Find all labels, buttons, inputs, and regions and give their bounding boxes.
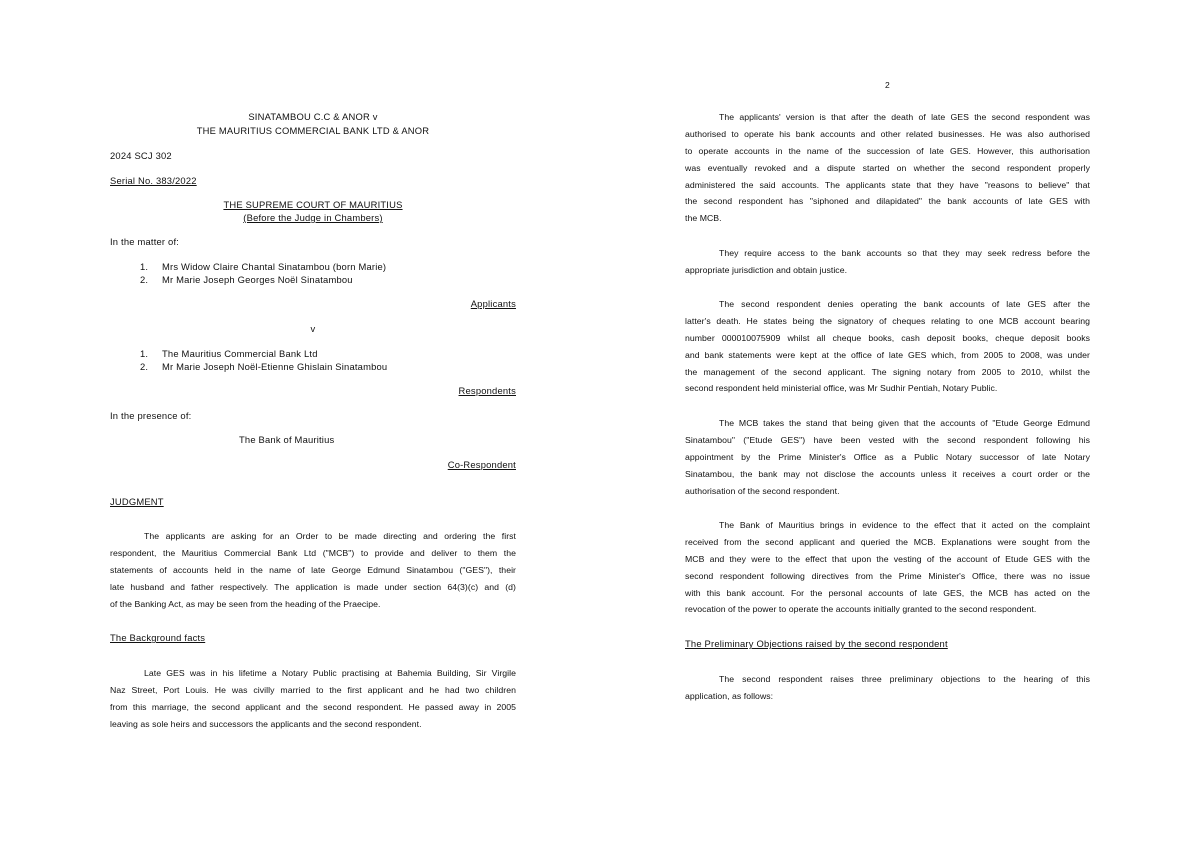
co-respondent-name: The Bank of Mauritius [239, 434, 335, 445]
background-paragraph: Late GES was in his lifetime a Notary Public practising at Bahemia Building, Sir Virgile Naz Street, Port Louis. He was civilly married to the first applicant and he had two children from this marriage, the second applicant and the second respondent. He passed away in 2005 leaving as sole heirs and successors the applicants and the second respondent. [110, 668, 516, 729]
co-respondent-label: Co-Respondent [447, 459, 516, 470]
paragraph-applicants-version: The applicants' version is that after the death of late GES the second respondent was authorised to operate his bank accounts and other related businesses. He was also authorised to operate accounts in the name of the succession of late GES. However, this authorisation was eventually revoked and a dispute started on whether the second respondent properly administered the said accounts. The applicants state that they have "reasons to believe" that the second respondent has "siphoned and dilapidated" the bank accounts of late GES with the MCB. [685, 112, 1090, 224]
case-title-line1: SINATAMBOU C.C & ANOR v [248, 111, 378, 122]
judgment-paragraph-1: The applicants are asking for an Order to be made directing and ordering the first respondent, the Mauritius Commercial Bank Ltd ("MCB") to provide and deliver to them the statements of accounts held in the name of late George Edmund Sinatambou ("GES"), their late husband and father respectively. The application is made under section 64(3)(c) and (d) of the Banking Act, as may be seen from the heading of the Praecipe. [110, 531, 516, 609]
applicants-list [140, 261, 386, 286]
case-title-line2: THE MAURITIUS COMMERCIAL BANK LTD & ANOR [196, 125, 430, 136]
applicants-label: Applicants [470, 298, 516, 309]
list-item: 1. Mrs Widow Claire Chantal Sinatambou (born Marie) [140, 261, 387, 272]
respondents-label: Respondents [458, 385, 516, 396]
citation: 2024 SCJ 302 [110, 150, 172, 161]
left-page [110, 0, 516, 849]
background-heading: The Background facts [110, 632, 206, 643]
list-item: 2. Mr Marie Joseph Noël-Etienne Ghislain Sinatambou [140, 360, 388, 372]
paragraph-respondent-denial: The second respondent denies operating the bank accounts of late GES after the latter's death. He states being the signatory of cheques relating to one MCB account bearing number 000010075909 whilst all cheque books, cash deposit books, cheque deposit books and bank statements were kept at the office of late GES which, from 2005 to 2008, was under the management of the second applicant. The signing notary from 2005 to 2010, whilst the second respondent held ministerial office, was Mr Sudhir Pentiah, Notary Public. [685, 299, 1090, 394]
court-subtitle: (Before the Judge in Chambers) [243, 212, 383, 223]
paragraph-bank-of-mauritius: The Bank of Mauritius brings in evidence to the effect that it acted on the complaint received from the second applicant and queried the MCB. Explanations were sought from the MCB and they were to the effect that upon the vesting of the account of Etude GES with the second respondent following directives from the Prime Minister's Office, there was no issue with this bank account. For the personal accounts of late GES, the MCB has acted on the revocation of the power to operate the accounts initially granted to the second respondent. [685, 520, 1090, 615]
right-page [685, 0, 1090, 849]
presence-of-label: In the presence of: [110, 410, 192, 421]
matter-of-label: In the matter of: [110, 236, 180, 247]
paragraph-mcb-stand: The MCB takes the stand that being given that the accounts of "Etude George Edmund Sinatambou" ("Etude GES") have been vested with the second respondent following his appointment by the Prime Minister's Office as a Public Notary successor of late Notary Sinatambou, the bank may not disclose the accounts unless it receives a court order or the authorisation of the second respondent. [685, 418, 1090, 496]
paragraph-access-request: They require access to the bank accounts so that they may seek redress before the appropriate jurisdiction and obtain justice. [685, 248, 1090, 275]
page-number: 2 [885, 80, 890, 90]
judgment-heading: JUDGMENT [110, 496, 164, 507]
respondents-list [140, 348, 387, 373]
court-name: THE SUPREME COURT OF MAURITIUS [223, 199, 403, 210]
list-item: 2. Mr Marie Joseph Georges Noël Sinatambou [140, 273, 353, 285]
serial-number: Serial No. 383/2022 [110, 175, 197, 186]
paragraph-objections: The second respondent raises three preliminary objections to the hearing of this application, as follows: [685, 674, 1090, 701]
objections-heading: The Preliminary Objections raised by the second respondent [685, 638, 948, 649]
versus: v [310, 323, 316, 334]
list-item: 1. The Mauritius Commercial Bank Ltd [140, 348, 318, 359]
